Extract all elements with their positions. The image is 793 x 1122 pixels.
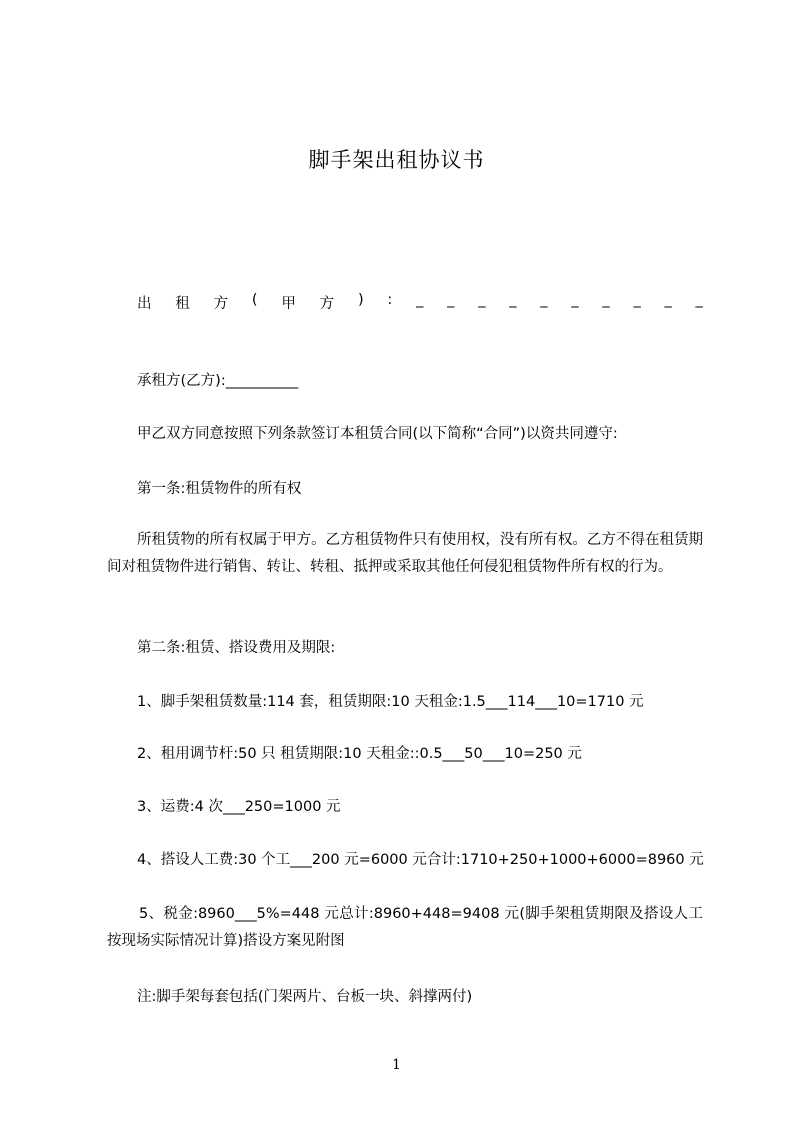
lessor-char: 方 xyxy=(319,296,335,312)
lessor-char: _ xyxy=(695,292,703,308)
lessor-char: 出 xyxy=(137,296,152,312)
lessor-line xyxy=(137,292,703,313)
fee-item-5: 5、税金:8960___5%=448 元总计:8960+448=9408 元(脚手架租赁期限及搭设人工按现场实际情况计算)搭设方案见附图 xyxy=(107,906,703,949)
lessor-char: _ xyxy=(540,292,548,308)
lessor-char: 甲 xyxy=(281,296,296,312)
lessor-char: _ xyxy=(478,292,486,308)
article2-heading: 第二条:租赁、搭设费用及期限: xyxy=(137,640,336,656)
lessor-char: _ xyxy=(416,292,424,308)
fee-item-1: 1、脚手架租赁数量:114 套，租赁期限:10 天租金:1.5___114___10=1710 元 xyxy=(137,694,644,710)
page-number: 1 xyxy=(392,1057,401,1073)
lessor-char: 租 xyxy=(175,296,190,312)
intro-paragraph: 甲乙双方同意按照下列条款签订本租赁合同(以下简称“合同”)以资共同遵守: xyxy=(137,426,618,442)
lessor-char: _ xyxy=(509,292,517,308)
document-title: 脚手架出租协议书 xyxy=(308,148,485,172)
note-line: 注:脚手架每套包括(门架两片、台板一块、斜撑两付) xyxy=(137,989,473,1005)
lessor-char: _ xyxy=(571,292,579,308)
lessor-char: 方 xyxy=(213,296,229,312)
fee-item-4: 4、搭设人工费:30 个工___200 元=6000 元合计:1710+250+1000+6000=8960 元 xyxy=(137,852,704,868)
lessor-char: ( xyxy=(251,292,258,308)
lessee-line: 承租方(乙方):__________ xyxy=(137,373,299,389)
lessor-char: : xyxy=(387,292,393,308)
lessor-char: _ xyxy=(664,292,672,308)
fee-item-2: 2、租用调节杆:50 只 租赁期限:10 天租金::0.5___50___10=250 元 xyxy=(137,746,582,762)
lessor-char: ) xyxy=(357,292,364,308)
fee-item-3: 3、运费:4 次___250=1000 元 xyxy=(137,799,341,815)
article1-heading: 第一条:租赁物件的所有权 xyxy=(137,481,302,497)
lessor-char: _ xyxy=(447,292,455,308)
lessor-char: _ xyxy=(633,292,641,308)
lessor-char: _ xyxy=(602,292,610,308)
article1-body: 所租赁物的所有权属于甲方。乙方租赁物件只有使用权，没有所有权。乙方不得在租赁期间对租赁物件进行销售、转让、转租、抵押或采取其他任何侵犯租赁物件所有权的行为。 xyxy=(107,532,703,575)
